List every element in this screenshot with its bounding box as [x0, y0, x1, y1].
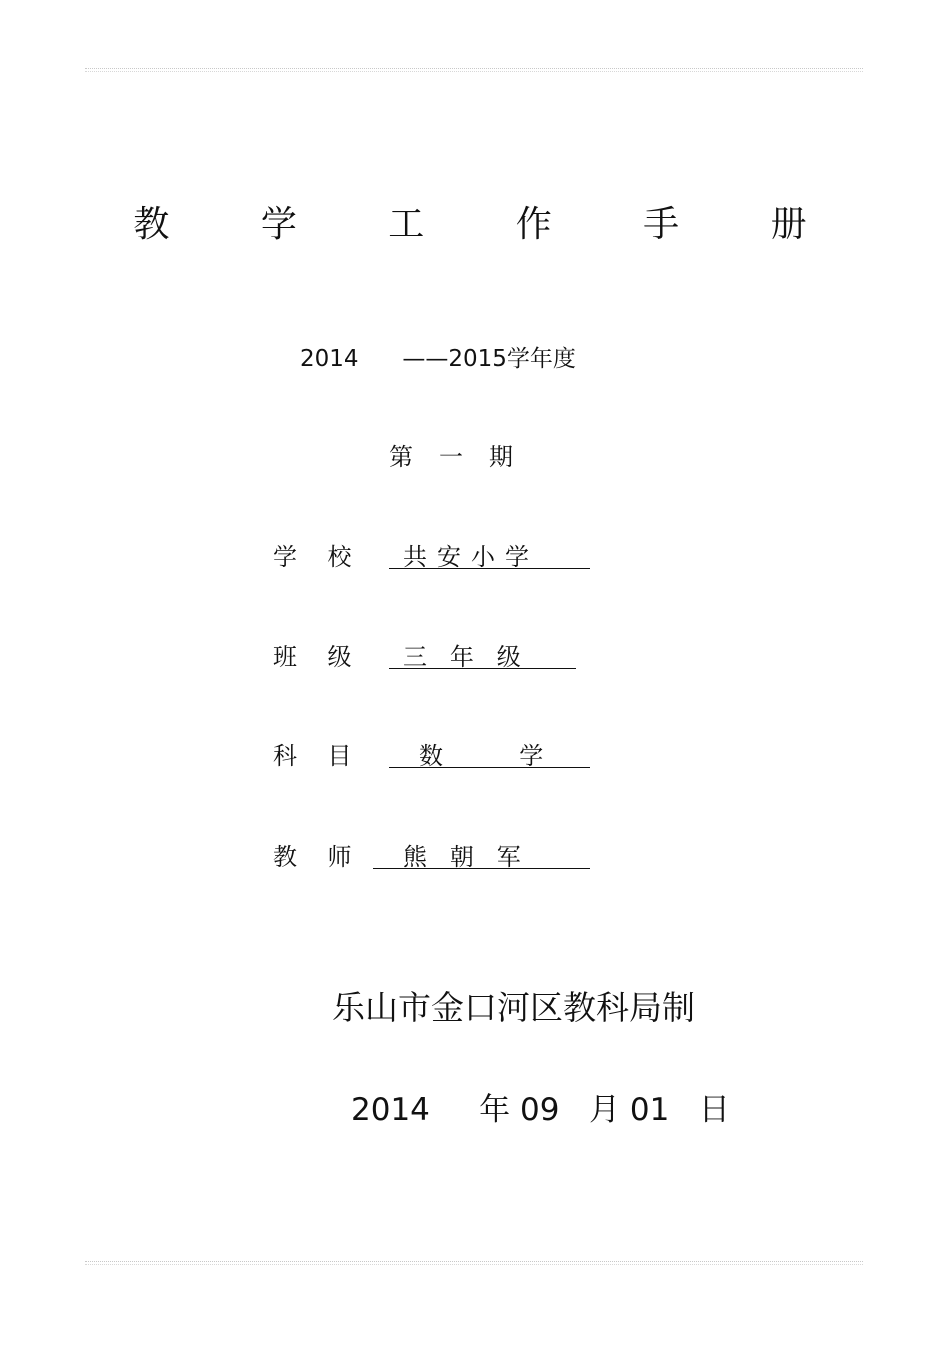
subject-label: 科 目 — [273, 742, 352, 770]
issuer: 乐山市金口河区教科局制 — [332, 988, 695, 1027]
document-title: 教 学 工 作 手 册 — [133, 204, 847, 245]
school-value: 共安小学 — [389, 537, 590, 569]
bottom-border-line — [85, 1261, 863, 1265]
academic-year: 2014 ——2015学年度 — [300, 346, 576, 372]
class-value: 三 年 级 — [389, 637, 576, 669]
term: 第一期 — [389, 443, 539, 471]
top-border-line — [85, 68, 863, 72]
issue-date: 2014 年 09 月 01 日 — [351, 1092, 730, 1128]
teacher-label: 教 师 — [273, 843, 352, 871]
teacher-value: 熊 朝 军 — [373, 837, 590, 869]
class-label: 班 级 — [273, 643, 352, 671]
school-label: 学 校 — [273, 543, 352, 571]
subject-value: 数 学 — [389, 736, 590, 768]
